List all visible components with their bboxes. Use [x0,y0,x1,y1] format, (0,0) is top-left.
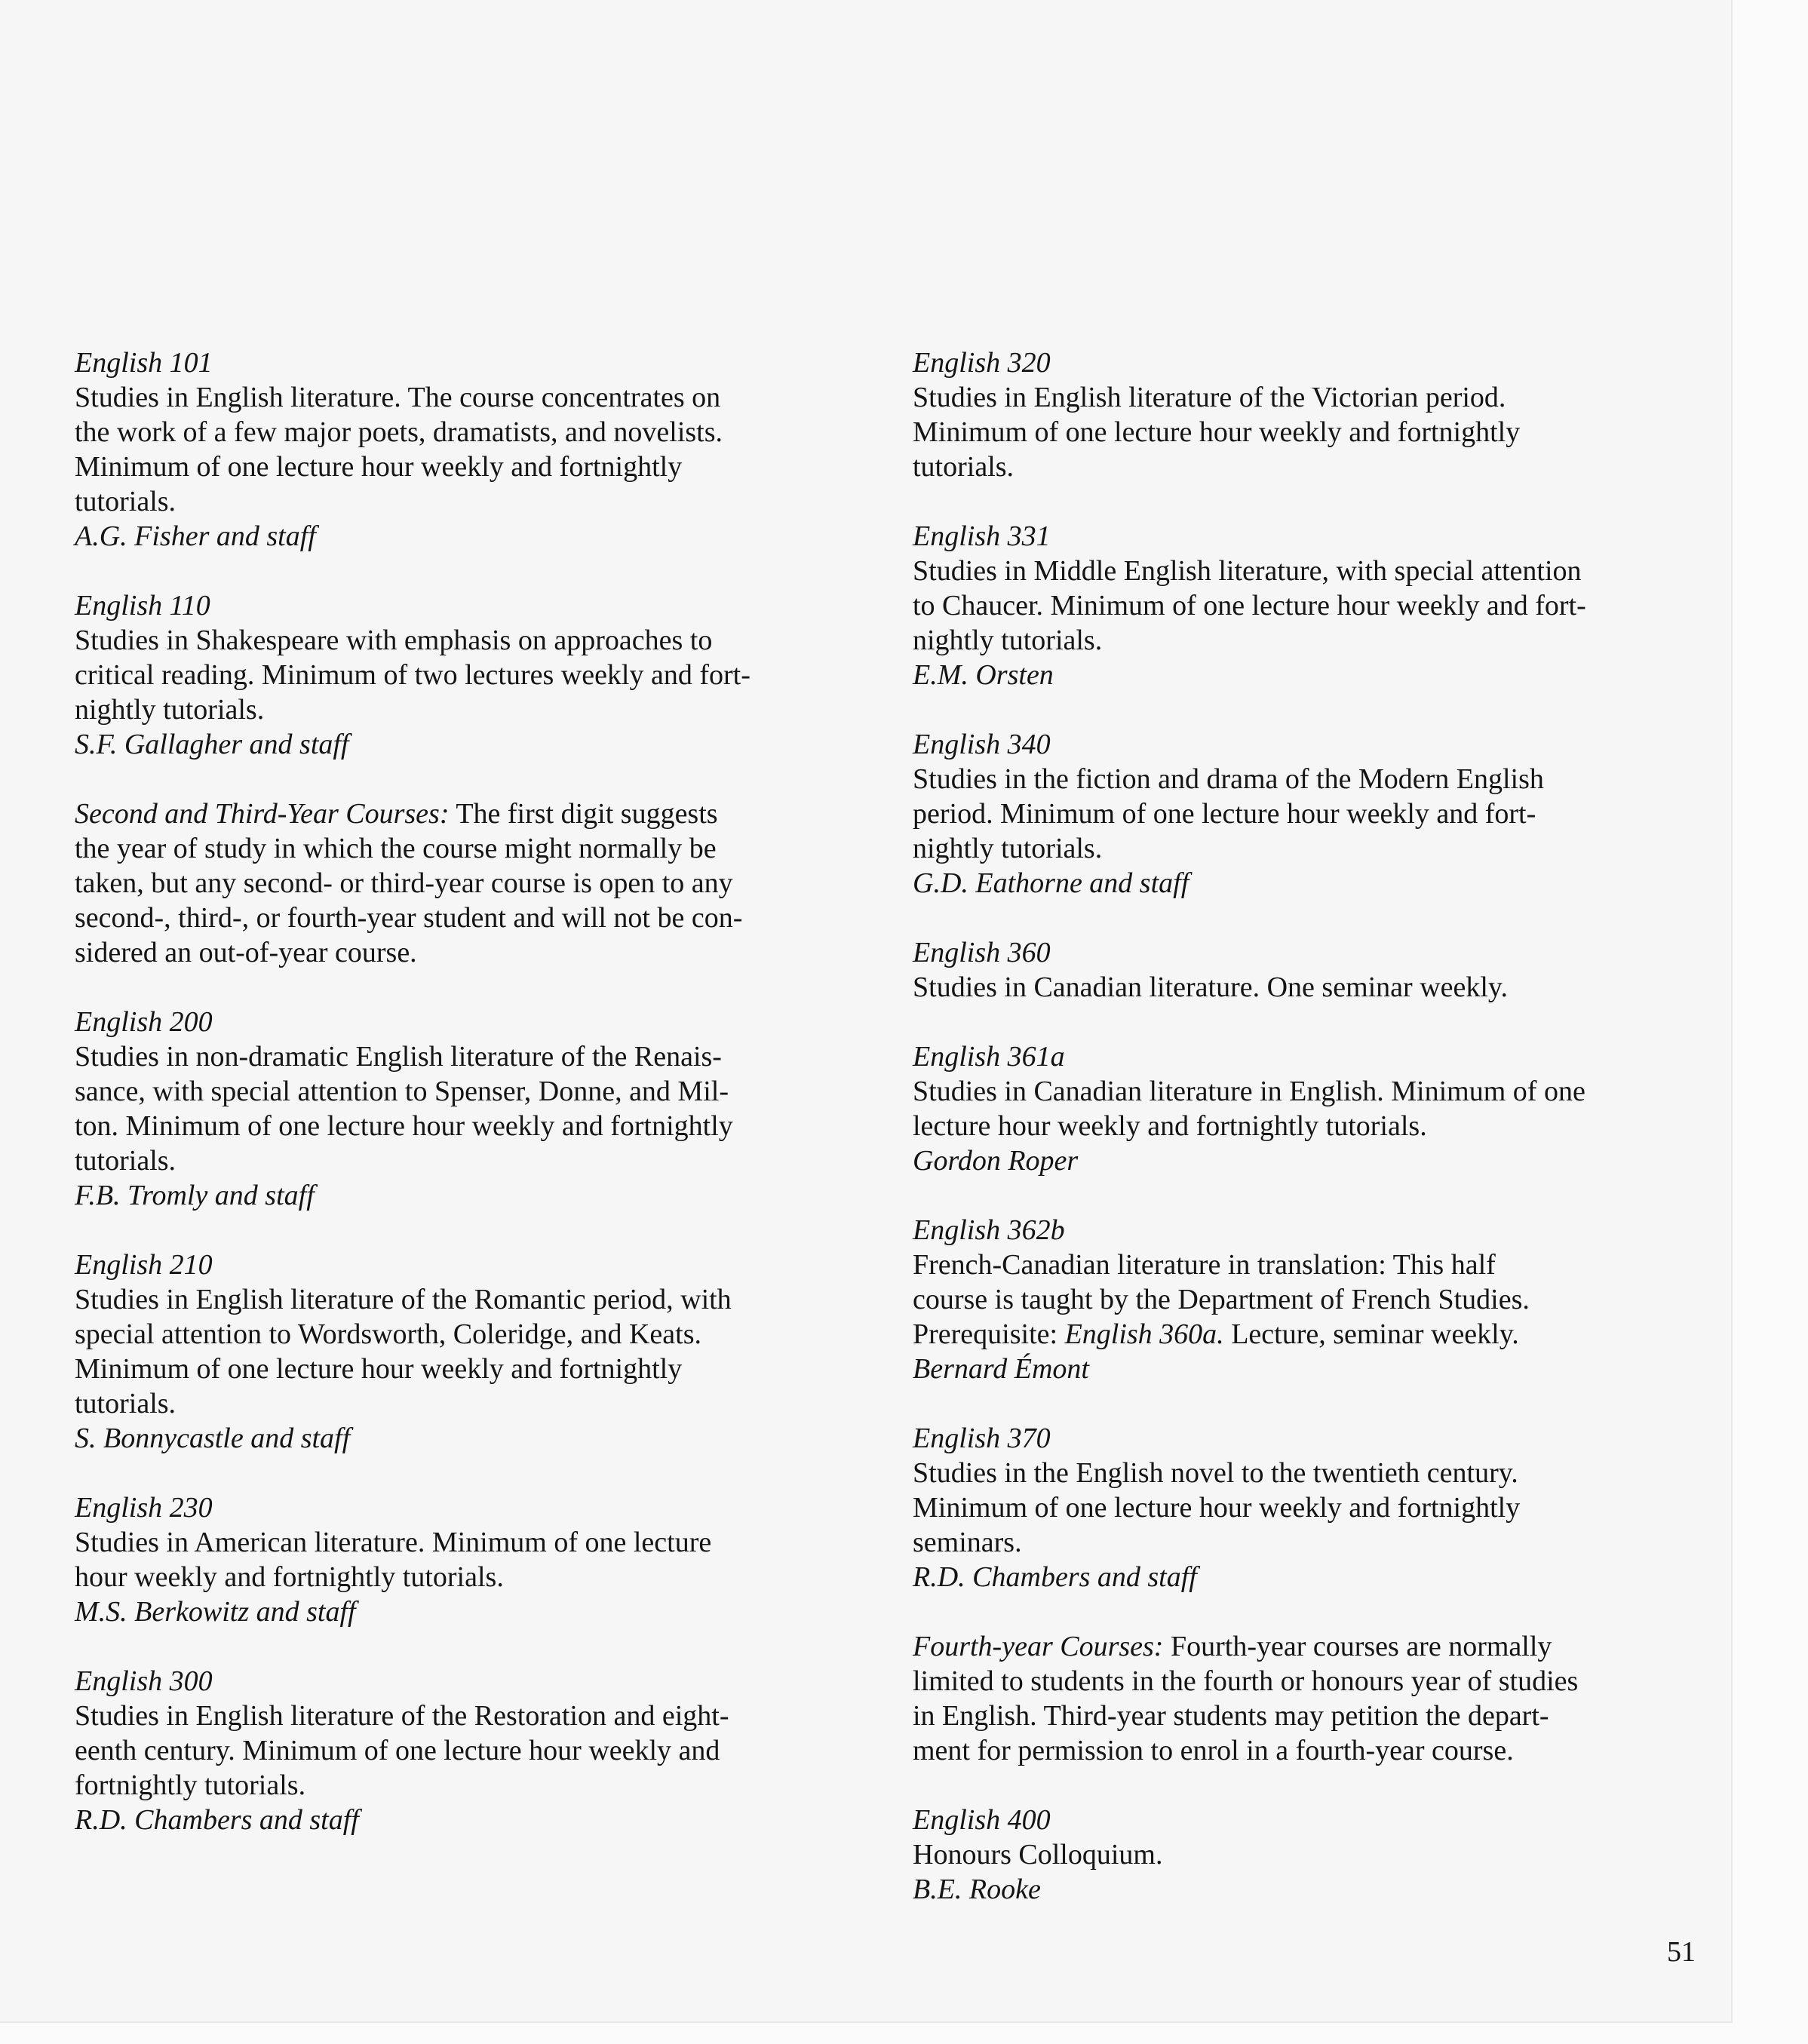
course-english-360 [913,935,1705,1005]
course-description: Studies in Middle English literature, with special attention to Chaucer. Minimum of one lecture hour weekly and fort- nightly tutorials. [913,555,1586,656]
course-english-361a [913,1039,1705,1178]
course-english-400 [913,1803,1705,1907]
course-instructor: S.F. Gallagher and staff [75,729,349,760]
course-description: Studies in the fiction and drama of the Modern English period. Minimum of one lecture hour weekly and fort- nightly tutorials. [913,763,1544,864]
note-body: The first digit suggests the year of study in which the course might normally be taken, but any second- or third-year course is open to any second-, third-, or fourth-year student and will not be con- sidered an out-of-year course. [75,798,743,968]
course-instructor: Gordon Roper [913,1145,1079,1177]
course-instructor: R.D. Chambers and staff [913,1561,1197,1593]
note-paragraph [75,796,867,970]
prerequisite-course: English 360a. [1064,1318,1224,1350]
course-description: Studies in Canadian literature in English. Minimum of one lecture hour weekly and fortnightly tutorials. [913,1076,1585,1142]
course-instructor: A.G. Fisher and staff [75,520,316,552]
course-instructor: M.S. Berkowitz and staff [75,1596,356,1628]
course-english-331 [913,519,1705,692]
left-column [75,345,867,1837]
description-text: Lecture, seminar weekly. [1223,1318,1519,1350]
course-title: English 230 [75,1492,213,1524]
page-number: 51 [1667,1936,1696,1968]
course-description: Studies in English literature of the Restoration and eight- eenth century. Minimum of one lecture hour weekly and fortnightly tutorials. [75,1700,729,1801]
course-description: Studies in English literature. The course concentrates on the work of a few major poets, dramatists, and novelists. Minimum of one lecture hour weekly and fortnightly tutorials. [75,382,723,517]
course-english-370 [913,1421,1705,1594]
course-english-362b [913,1213,1705,1386]
note-paragraph [913,1629,1705,1768]
course-title: English 210 [75,1249,213,1281]
course-title: English 110 [75,590,210,621]
course-instructor: B.E. Rooke [913,1874,1041,1905]
course-title: English 320 [913,347,1051,379]
course-description: Studies in the English novel to the twentieth century. Minimum of one lecture hour weekly and fortnightly seminars. [913,1457,1521,1558]
course-english-110 [75,588,867,762]
course-instructor: F.B. Tromly and staff [75,1180,315,1211]
course-title: English 340 [913,729,1051,760]
course-title: English 361a [913,1041,1065,1073]
course-english-210 [75,1248,867,1456]
course-english-300 [75,1664,867,1837]
course-instructor: G.D. Eathorne and staff [913,867,1189,899]
course-instructor: Bernard Émont [913,1353,1089,1385]
course-english-320 [913,345,1705,484]
course-instructor: S. Bonnycastle and staff [75,1423,351,1454]
course-description: Studies in non-dramatic English literature of the Renais- sance, with special attention to Spenser, Donne, and Mil- ton. Minimum of one lecture hour weekly and fortnightly tutorials. [75,1041,733,1177]
course-description: Honours Colloquium. [913,1839,1163,1871]
course-description [913,1248,1705,1352]
course-title: English 101 [75,347,213,379]
course-description: Studies in English literature of the Romantic period, with special attention to Wordsworth, Coleridge, and Keats. Minimum of one lecture hour weekly and fortnightly tutorials. [75,1284,732,1419]
course-instructor: R.D. Chambers and staff [75,1804,359,1836]
right-column [913,345,1705,1907]
course-description: Studies in American literature. Minimum of one lecture hour weekly and fortnightly tutorials. [75,1527,712,1593]
note-lead: Second and Third-Year Courses: [75,798,450,830]
course-english-101 [75,345,867,554]
course-english-340 [913,727,1705,901]
course-title: English 331 [913,520,1051,552]
course-title: English 362b [913,1214,1065,1246]
course-title: English 400 [913,1804,1051,1836]
course-title: English 300 [75,1665,213,1697]
note-body: Fourth-year courses are normally limited to students in the fourth or honours year of studies in English. Third-year students may petition the depart- ment for permission to enrol in a fourth-year course. [913,1631,1579,1766]
note-fourth-year [913,1629,1705,1768]
course-title: English 370 [913,1423,1051,1454]
course-title: English 200 [75,1006,213,1038]
course-description: Studies in English literature of the Victorian period. Minimum of one lecture hour weekly and fortnightly tutorials. [913,382,1521,483]
course-instructor: E.M. Orsten [913,659,1054,691]
course-title: English 360 [913,937,1051,968]
course-english-200 [75,1005,867,1213]
course-description: Studies in Shakespeare with emphasis on approaches to critical reading. Minimum of two lectures weekly and fort- nightly tutorials. [75,625,751,726]
course-description: Studies in Canadian literature. One seminar weekly. [913,971,1508,1003]
note-lead: Fourth-year Courses: [913,1631,1164,1662]
note-second-third-year [75,796,867,970]
description-text: French-Canadian literature in translation: This half course is taught by the Department of French Studies. Prerequisite: [913,1249,1530,1350]
course-english-230 [75,1490,867,1629]
